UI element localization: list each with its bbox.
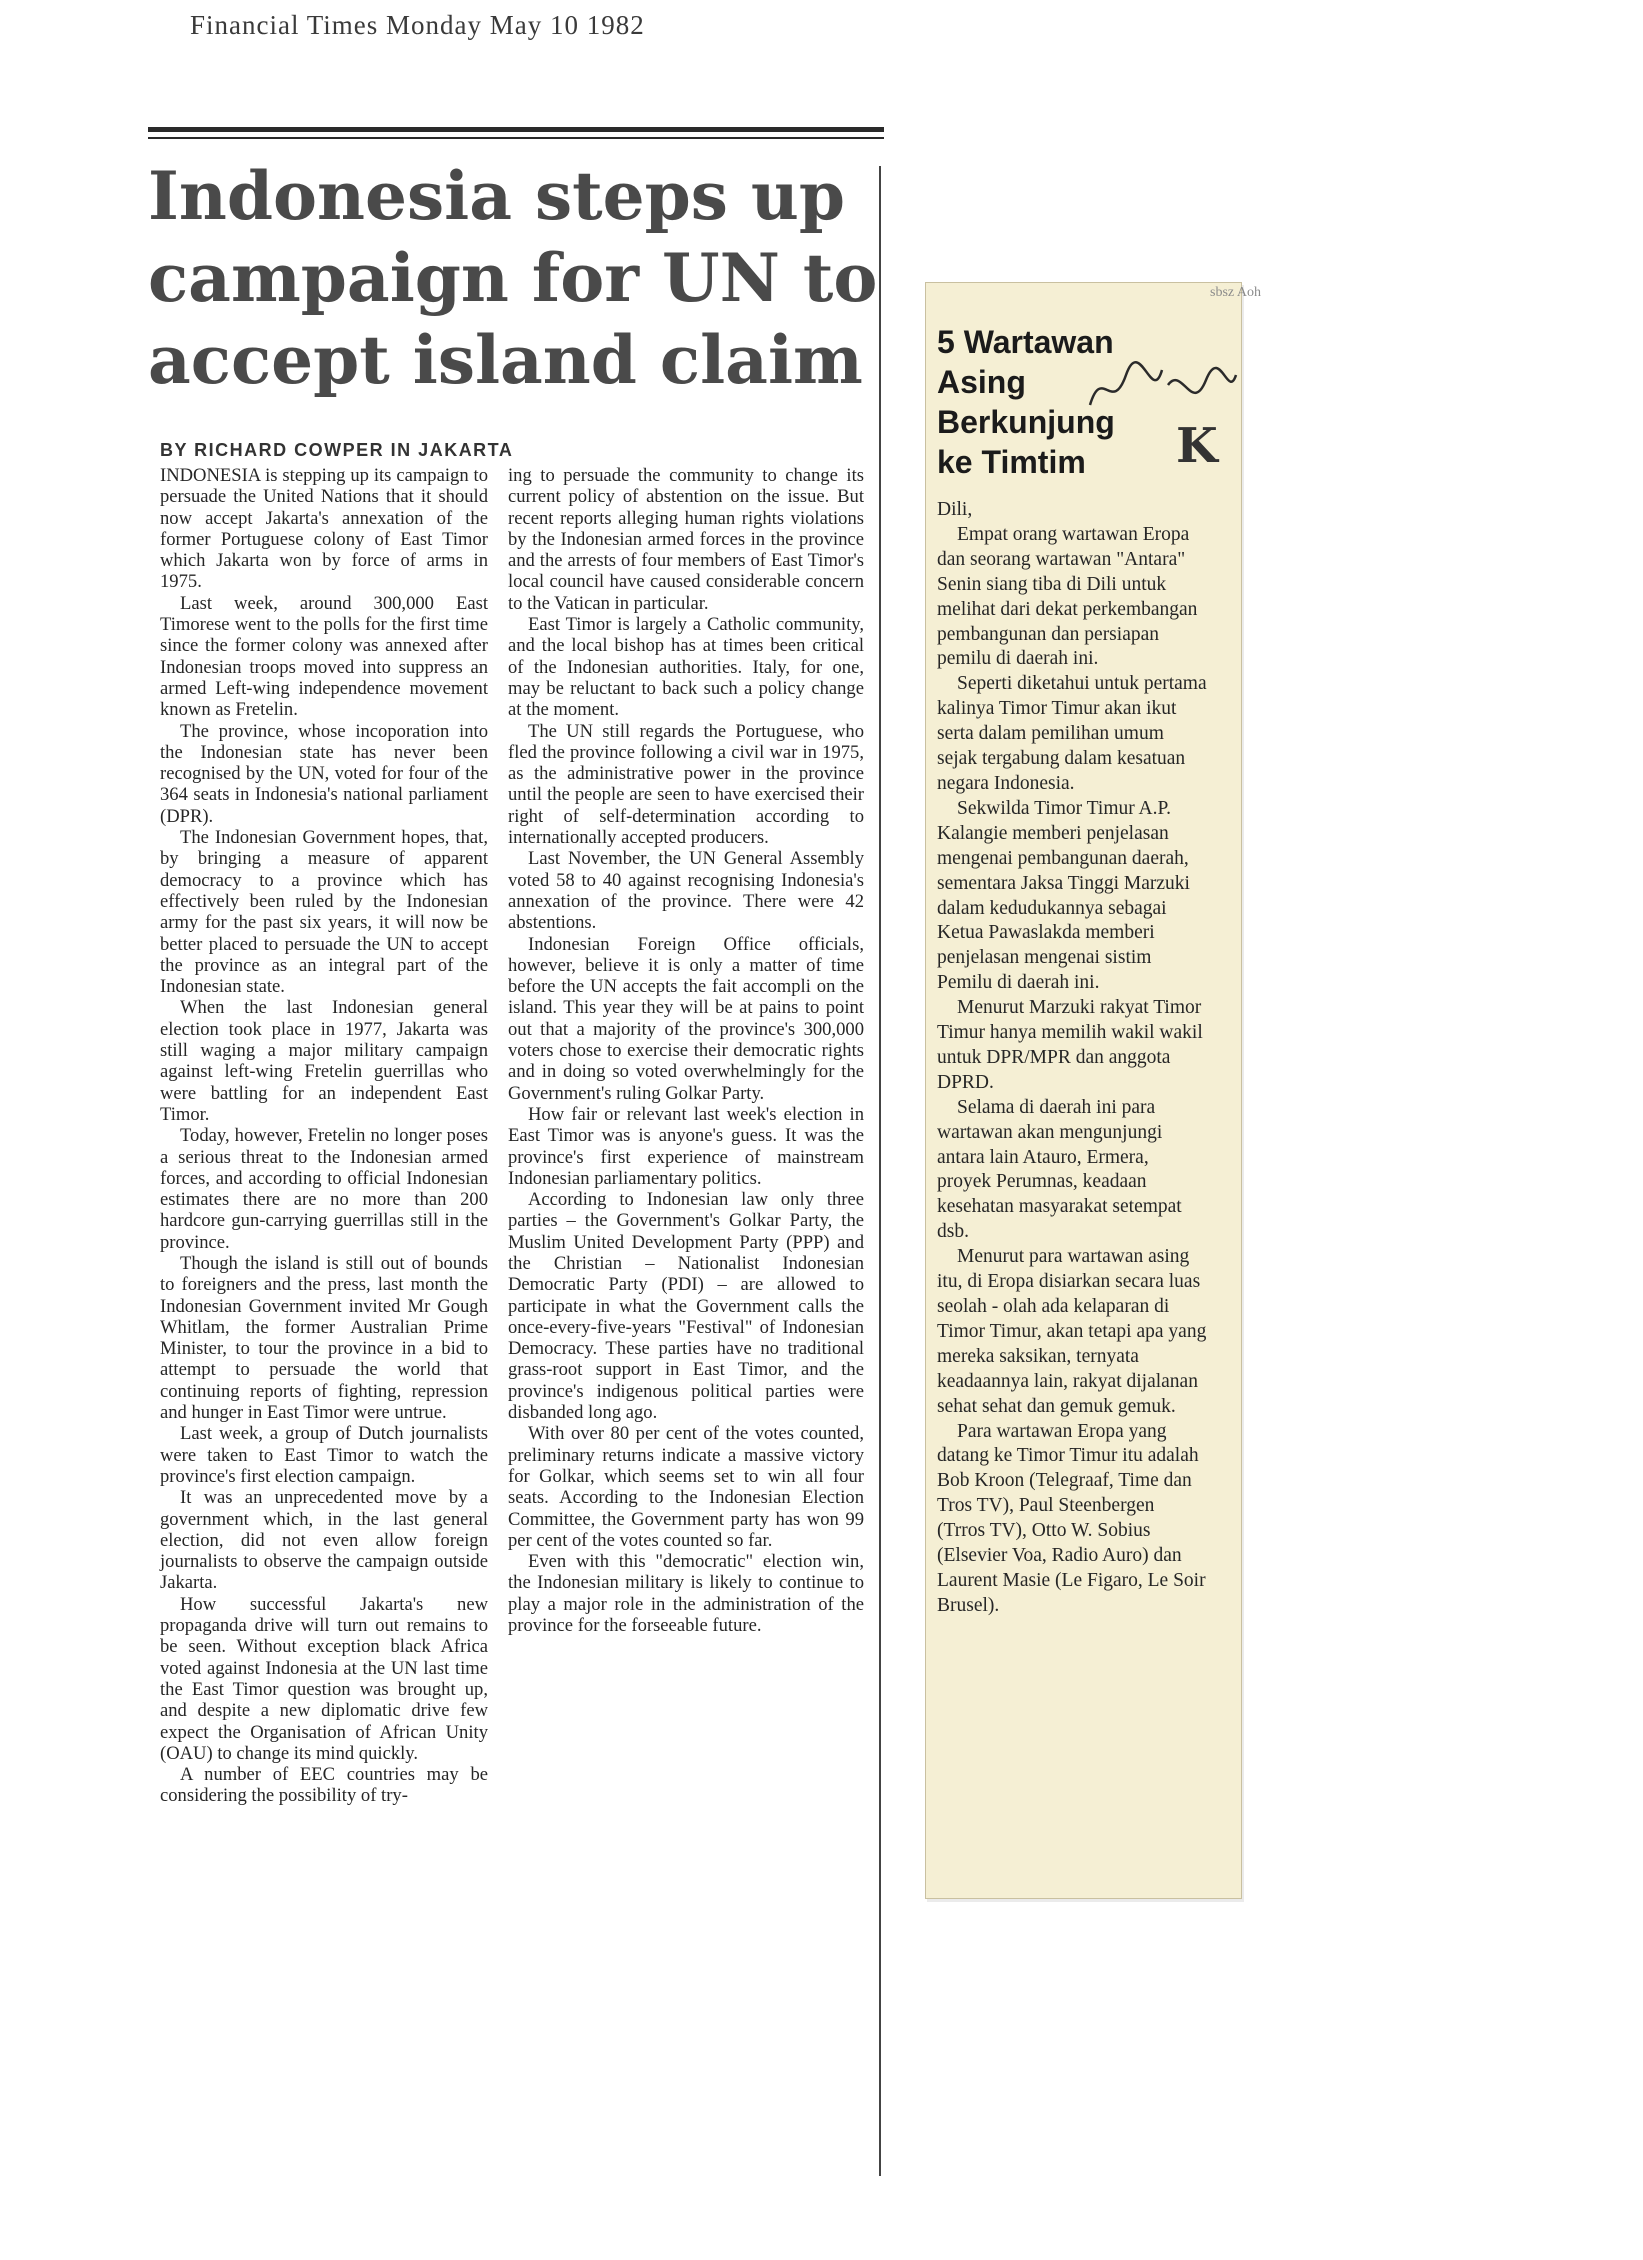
paragraph: Today, however, Fretelin no longer poses a serious threat to the Indonesian armed forces, and according to official Indonesian estimates there are no more than 200 hardcore gun-carrying guerrillas still in the province. bbox=[160, 1125, 488, 1253]
paragraph: Indonesian Foreign Office officials, however, believe it is only a matter of time before the UN accepts the fait accompli on the island. This year they will be at pains to point out that a majority of the province's 300,000 voters chose to exercise their democratic rights and in doing so voted overwhelmingly for the Government's ruling Golkar Party. bbox=[508, 933, 864, 1104]
paragraph: The UN still regards the Portuguese, who fled the province following a civil war in 1975, as the administrative power in the province until the people are seen to have exercised their right of self-determination according to internationally accepted producers. bbox=[508, 720, 864, 849]
paragraph: How successful Jakarta's new propaganda drive will turn out remains to be seen. Without exception black Africa voted against Indonesia at the UN last time the East Timor question was brought up, and despite a new diplomatic drive few expect the Organisation of African Unity (OAU) to change its mind quickly. bbox=[160, 1593, 488, 1764]
byline: BY RICHARD COWPER IN JAKARTA bbox=[160, 440, 514, 460]
headline: Indonesia steps up campaign for UN to accept island claim bbox=[148, 157, 878, 399]
article-column-2 bbox=[508, 465, 864, 1636]
paragraph: With over 80 per cent of the votes counted, preliminary returns indicate a massive victory for Golkar, which seems set to win all four seats. According to the Indonesian Election Committee, the Government party has won 99 per cent of the votes counted so far. bbox=[508, 1423, 864, 1551]
handwritten-annotation-icon bbox=[1082, 345, 1242, 435]
paragraph: INDONESIA is stepping up its campaign to persuade the United Nations that it should now accept Jakarta's annexation of the former Portuguese colony of East Timor which Jakarta won by force of arms in 1975. bbox=[160, 465, 488, 593]
paragraph: Last week, a group of Dutch journalists were taken to East Timor to watch the province's first election campaign. bbox=[160, 1423, 488, 1487]
clipping-body bbox=[937, 498, 1207, 1619]
paragraph: ing to persuade the community to change its current policy of abstention on the issue. But recent reports alleging human rights violations by the Indonesian armed forces in the province and the arrests of four members of East Timor's local council have caused considerable concern to the Vatican in particular. bbox=[508, 465, 864, 614]
paragraph: Menurut Marzuki rakyat Timor Timur hanya memilih wakil wakil untuk DPR/MPR dan anggota DPRD. bbox=[937, 997, 1203, 1093]
paragraph: Even with this "democratic" election win, the Indonesian military is likely to continue to play a major role in the administration of the province for the forseeable future. bbox=[508, 1551, 864, 1637]
column-divider bbox=[879, 166, 881, 2176]
paragraph: Sekwilda Timor Timur A.P. Kalangie memberi penjelasan mengenai pembangunan daerah, sementara Jaksa Tinggi Marzuki dalam kedudukannya sebagai Ketua Pawaslakda memberi penjelasan mengenai sistim Pemilu di daerah ini. bbox=[937, 797, 1190, 994]
top-rule bbox=[148, 127, 884, 132]
paragraph: Empat orang wartawan Eropa dan seorang wartawan "Antara" Senin siang tiba di Dili untuk melihat dari dekat perkembangan pembangunan dan persiapan pemilu di daerah ini. bbox=[937, 523, 1198, 670]
paragraph: The Indonesian Government hopes, that, by bringing a measure of apparent democracy to a province which has effectively been ruled by the Indonesian army for the past six years, it will now be better placed to persuade the UN to accept the province as an integral part of the Indonesian state. bbox=[160, 827, 488, 998]
masthead: Financial Times Monday May 10 1982 bbox=[190, 10, 645, 40]
clipping-title: 5 Wartawan Asing Berkunjung ke Timtim bbox=[937, 324, 1115, 480]
paragraph: Last November, the UN General Assembly voted 58 to 40 against recognising Indonesia's annexation of the province. There were 42 abstentions. bbox=[508, 848, 864, 934]
paragraph: How fair or relevant last week's election in East Timor was is anyone's guess. It was the province's first experience of mainstream Indonesian parliamentary politics. bbox=[508, 1103, 864, 1189]
paragraph: According to Indonesian law only three parties – the Government's Golkar Party, the Muslim United Development Party (PPP) and the Christian – Nationalist Indonesian Democratic Party (PDI) – are allowed to participate in what the Government calls the once-every-five-years "Festival" of Indonesian Democracy. These parties have no traditional grass-root support in East Timor, and the province's indigenous political parties were disbanded long ago. bbox=[508, 1189, 864, 1424]
paragraph: Seperti diketahui untuk pertama kalinya Timor Timur akan ikut serta dalam pemilihan umum sejak tergabung dalam kesatuan negara Indonesia. bbox=[937, 673, 1207, 794]
paragraph: Para wartawan Eropa yang datang ke Timor Timur itu adalah Bob Kroon (Telegraaf, Time dan Tros TV), Paul Steenbergen (Trros TV), Otto W. Sobius (Elsevier Voa, Radio Auro) dan Laurent Masie (Le Figaro, Le Soir Brusel). bbox=[937, 1420, 1206, 1616]
paragraph: Menurut para wartawan asing itu, di Eropa disiarkan secara luas seolah - olah ada kelaparan di Timor Timur, akan tetapi apa yang mereka saksikan, ternyata keadaannya lain, rakyat dijalanan sehat sehat dan gemuk gemuk. bbox=[937, 1246, 1207, 1417]
paragraph: Though the island is still out of bounds to foreigners and the press, last month the Indonesian Government invited Mr Gough Whitlam, the former Australian Prime Minister, to tour the province in a bid to attempt to persuade the world that continuing reports of fighting, repression and hunger in East Timor were untrue. bbox=[160, 1252, 488, 1424]
paragraph: Dili, bbox=[937, 499, 973, 520]
paragraph: Selama di daerah ini para wartawan akan mengunjungi antara lain Atauro, Ermera, proyek Perumnas, keadaan kesehatan masyarakat setempat dsb. bbox=[937, 1096, 1182, 1243]
paragraph: A number of EEC countries may be considering the possibility of try- bbox=[160, 1764, 488, 1807]
paragraph: East Timor is largely a Catholic community, and the local bishop has at times been critical of the Indonesian authorities. Italy, for one, may be reluctant to back such a policy change at the moment. bbox=[508, 614, 864, 721]
clipping-stamp: sbsz Aoh bbox=[1210, 285, 1261, 300]
article-column-1 bbox=[160, 465, 488, 1807]
clipping-logo: K bbox=[1176, 418, 1218, 474]
paragraph: The province, whose incoporation into the Indonesian state has never been recognised by the UN, voted for four of the 364 seats in Indonesia's national parliament (DPR). bbox=[160, 720, 488, 827]
paragraph: Last week, around 300,000 East Timorese went to the polls for the first time since the former colony was annexed after Indonesian troops moved into suppress an armed Left-wing independence movement known as Fretelin. bbox=[160, 592, 488, 721]
paragraph: When the last Indonesian general election took place in 1977, Jakarta was still waging a major military campaign against left-wing Fretelin guerrillas who were battling for an independent East Timor. bbox=[160, 997, 488, 1125]
top-rule-thin bbox=[148, 137, 884, 139]
paragraph: It was an unprecedented move by a government which, in the last general election, did not even allow foreign journalists to observe the campaign outside Jakarta. bbox=[160, 1487, 488, 1594]
